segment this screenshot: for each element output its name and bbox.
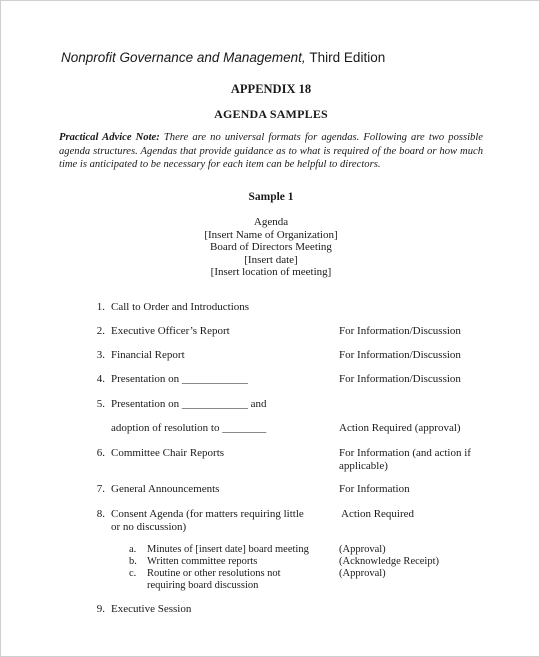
subitem-letter: b. — [129, 556, 137, 567]
book-title — [61, 50, 385, 65]
item-number: 7. — [96, 483, 105, 495]
item-text: Presentation on ____________ and — [111, 398, 267, 410]
note-text: There are no universal formats for agendas. Following are two possible agenda structures. Agendas that provide guidance as to what is required of the board or how much time is anticipated to be necessary for each item can be helpful to directors. — [59, 132, 483, 170]
item-number: 2. — [96, 325, 105, 337]
subitem-text: Routine or other resolutions not requiring board discussion — [147, 568, 281, 591]
item-text: Executive Session — [111, 603, 192, 615]
item-action: Action Required (approval) — [339, 422, 461, 434]
item-action: For Information/Discussion — [339, 325, 461, 337]
item-number: 5. — [96, 398, 105, 410]
sample-title: Sample 1 — [248, 191, 294, 203]
book-title-text: Nonprofit Governance and Management, — [61, 50, 306, 65]
section-heading: AGENDA SAMPLES — [214, 107, 328, 121]
item-text: Call to Order and Introductions — [111, 301, 250, 313]
agenda-header-line: [Insert date] — [244, 253, 298, 266]
item-text: Committee Chair Reports — [111, 447, 225, 459]
item-text: Financial Report — [111, 349, 185, 361]
item-action: For Information/Discussion — [339, 349, 461, 361]
subitem-letter: a. — [129, 544, 137, 555]
item-number: 8. — [96, 508, 105, 520]
item-number: 3. — [96, 349, 105, 361]
item-text: Presentation on ____________ — [111, 373, 248, 385]
item-action: For Information — [339, 483, 410, 495]
appendix-heading: APPENDIX 18 — [230, 82, 312, 96]
item-text: Consent Agenda (for matters requiring little or no discussion) — [111, 508, 304, 533]
item-action: For Information/Discussion — [339, 373, 461, 385]
note-label: Practical Advice Note: — [59, 132, 160, 143]
subitem-text: Minutes of [insert date] board meeting — [147, 544, 309, 555]
agenda-header-line: [Insert Name of Organization] — [204, 228, 338, 241]
practical-advice-note — [59, 131, 483, 172]
agenda-header-line: [Insert location of meeting] — [210, 266, 332, 278]
book-edition: Third Edition — [309, 50, 386, 65]
subitem-action: (Approval) — [339, 544, 386, 555]
agenda-header — [1, 216, 540, 279]
subitem-letter: c. — [129, 568, 137, 579]
item-text: adoption of resolution to ________ — [111, 422, 267, 434]
item-action: For Information (and action if applicable) — [339, 447, 471, 472]
item-number: 1. — [96, 301, 105, 313]
agenda-header-line: Agenda — [253, 216, 289, 228]
item-number: 9. — [96, 603, 105, 615]
item-action: Action Required — [341, 508, 415, 520]
item-number: 6. — [96, 447, 105, 459]
subitem-text: Written committee reports — [147, 556, 258, 567]
subitem-action: (Acknowledge Receipt) — [339, 556, 440, 567]
item-number: 4. — [96, 373, 105, 385]
subitem-action: (Approval) — [339, 568, 386, 579]
agenda-header-line: Board of Directors Meeting — [210, 241, 332, 253]
item-text: General Announcements — [111, 483, 220, 495]
item-text: Executive Officer’s Report — [111, 325, 230, 337]
